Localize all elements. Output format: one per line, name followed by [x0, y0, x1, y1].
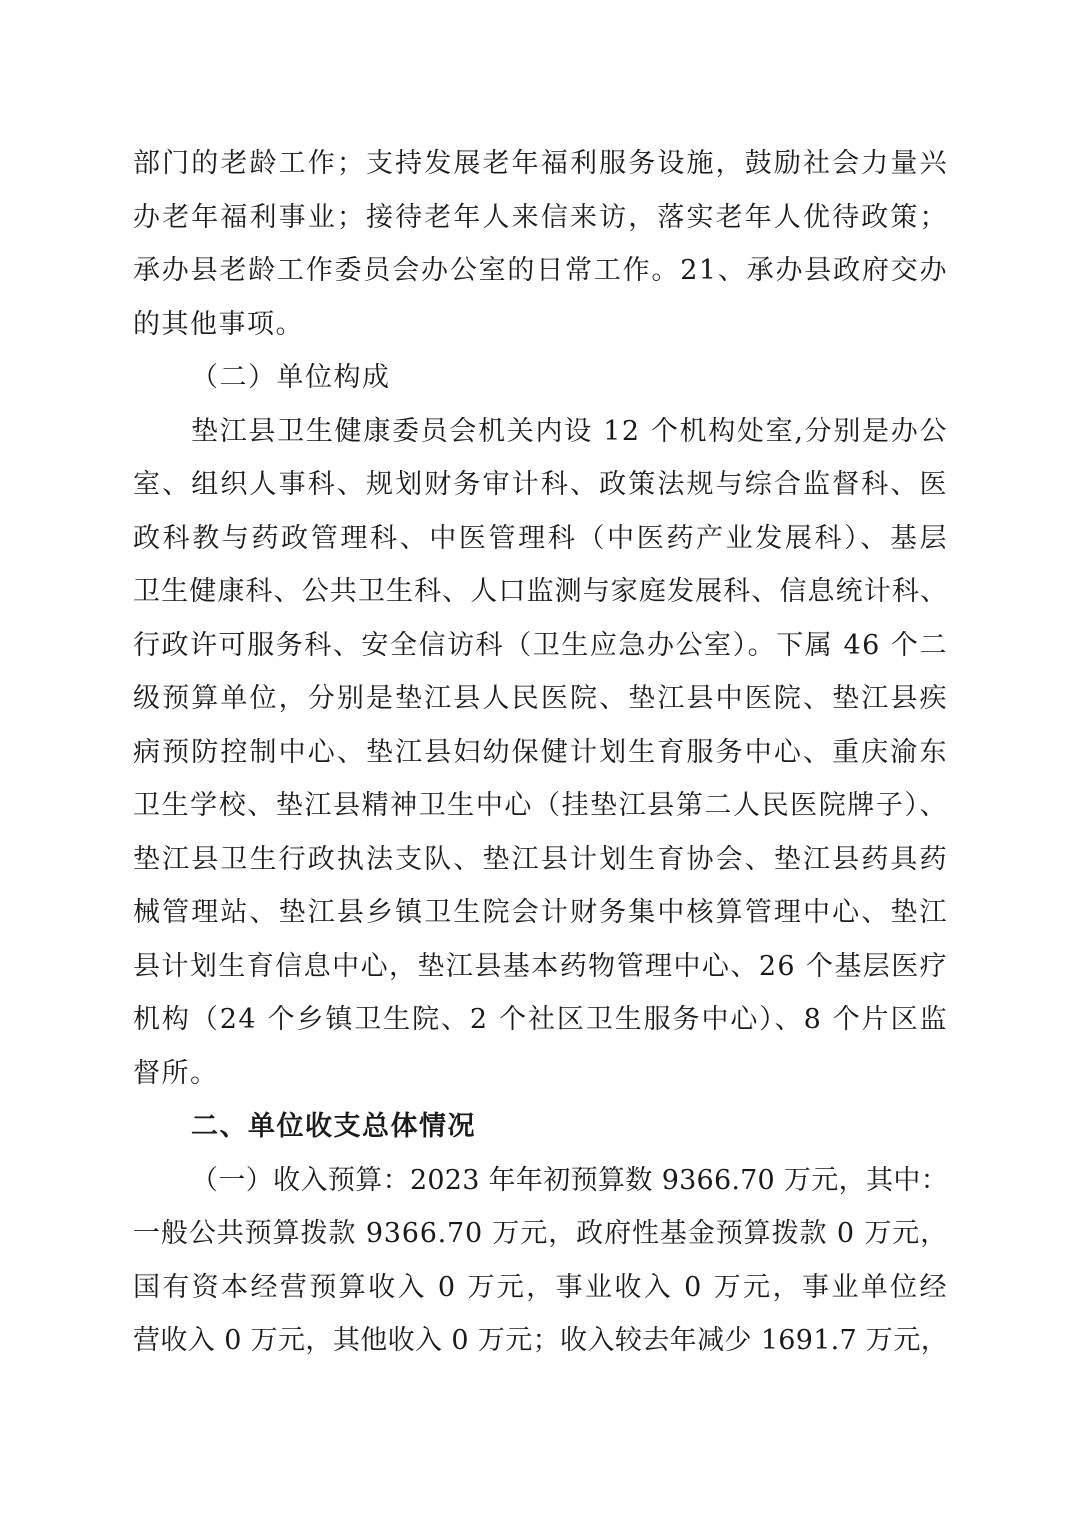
paragraph-unit-composition — [133, 405, 948, 1101]
text-line: 一般公共预算拨款 9366.70 万元，政府性基金预算拨款 0 万元， — [133, 1218, 948, 1249]
text-line: 垫江县卫生健康委员会机关内设 12 个机构处室,分别是办公 — [191, 415, 948, 447]
text-line: 政科教与药政管理科、中医管理科（中医药产业发展科）、基层 — [133, 522, 948, 554]
text-line: 国有资本经营预算收入 0 万元，事业收入 0 万元，事业单位经 — [133, 1271, 948, 1303]
text-line: 病预防控制中心、垫江县妇幼保健计划生育服务中心、重庆渝东 — [133, 736, 948, 768]
subheading-text: （二）单位构成 — [191, 362, 391, 393]
subheading-unit-composition — [133, 351, 948, 405]
text-line: 卫生学校、垫江县精神卫生中心（挂垫江县第二人民医院牌子）、 — [133, 790, 948, 821]
paragraph-duties-end — [133, 137, 948, 351]
text-line: 办老年福利事业；接待老年人来信来访，落实老年人优待政策； — [133, 201, 948, 233]
text-line: 室、组织人事科、规划财务审计科、政策法规与综合监督科、医 — [133, 469, 948, 500]
text-line: 械管理站、垫江县乡镇卫生院会计财务集中核算管理中心、垫江 — [133, 897, 948, 928]
text-line: 督所。 — [133, 1057, 219, 1089]
document-body — [133, 137, 948, 1368]
text-line: 垫江县卫生行政执法支队、垫江县计划生育协会、垫江县药具药 — [133, 843, 948, 875]
text-line: 级预算单位，分别是垫江县人民医院、垫江县中医院、垫江县疾 — [133, 683, 948, 714]
text-line: 承办县老龄工作委员会办公室的日常工作。21、承办县政府交办 — [133, 255, 948, 286]
paragraph-income-budget — [133, 1154, 948, 1368]
text-line: 的其他事项。 — [133, 308, 304, 340]
text-line: 卫生健康科、公共卫生科、人口监测与家庭发展科、信息统计科、 — [133, 576, 948, 607]
heading-income-expenditure — [133, 1100, 948, 1154]
text-line: 县计划生育信息中心，垫江县基本药物管理中心、26 个基层医疗 — [133, 950, 948, 982]
text-line: 营收入 0 万元，其他收入 0 万元；收入较去年减少 1691.7 万元， — [133, 1325, 948, 1356]
heading-text: 二、单位收支总体情况 — [191, 1111, 476, 1142]
text-line: （一）收入预算：2023 年年初预算数 9366.70 万元，其中： — [191, 1164, 948, 1196]
text-line: 部门的老龄工作；支持发展老年福利服务设施，鼓励社会力量兴 — [133, 148, 948, 179]
text-line: 行政许可服务科、安全信访科（卫生应急办公室）。下属 46 个二 — [133, 629, 948, 661]
text-line: 机构（24 个乡镇卫生院、2 个社区卫生服务中心）、8 个片区监 — [133, 1004, 948, 1035]
